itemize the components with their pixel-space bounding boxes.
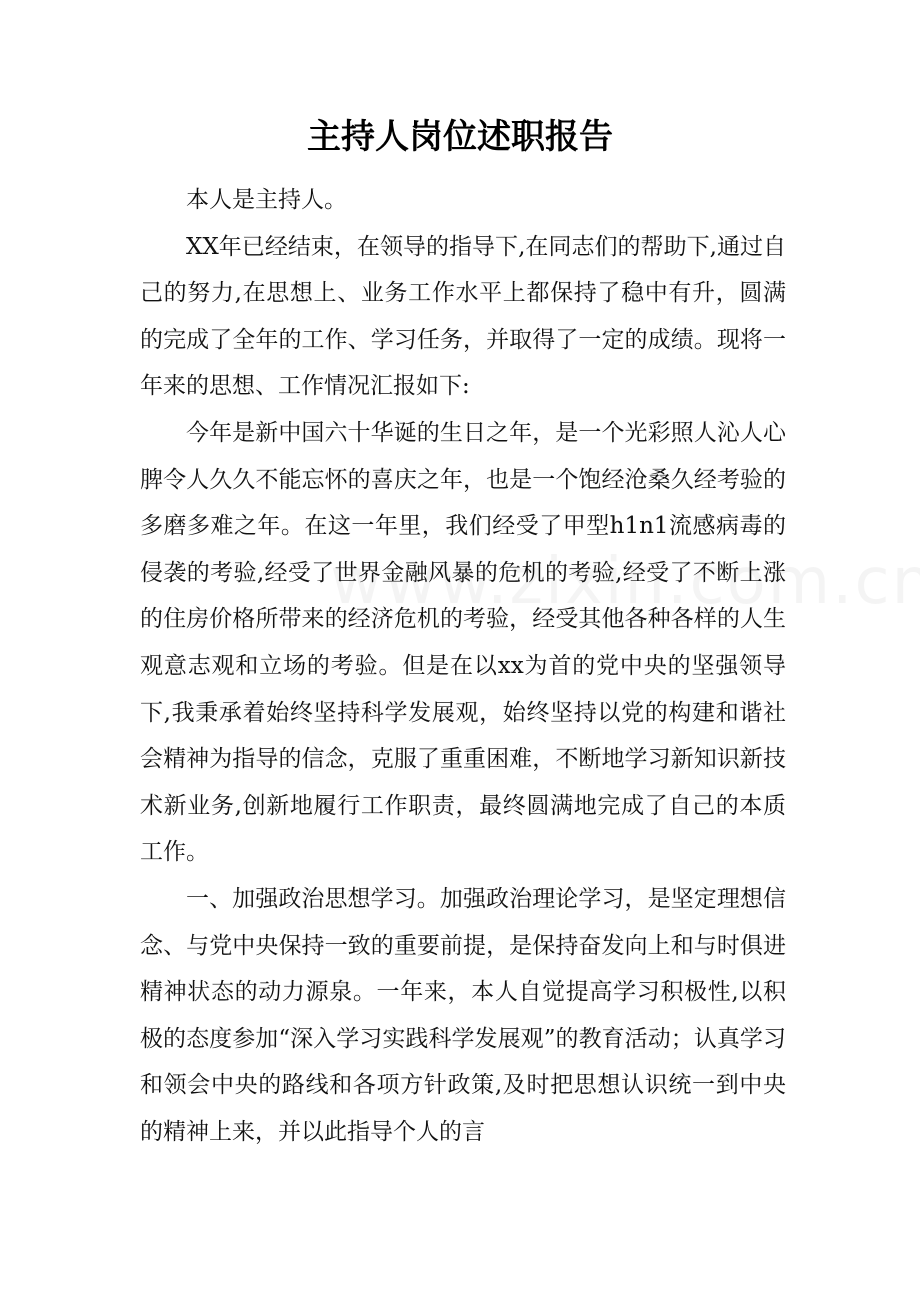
paragraph-summary: XX年已经结束，在领导的指导下,在同志们的帮助下,通过自己的努力,在思想上、业务工作水平上都保持了稳中有升，圆满的完成了全年的工作、学习任务，并取得了一定的成绩。现将一年来的思想、工作情况汇报如下:	[140, 233, 786, 400]
paragraph-political-study: 一、加强政治思想学习。加强政治理论学习，是坚定理想信念、与党中央保持一致的重要前提，是保持奋发向上和与时俱进精神状态的动力源泉。一年来，本人自觉提高学习积极性,以积极的态度参加“深入学习实践科学发展观”的教育活动；认真学习和领会中央的路线和各项方针政策,及时把思想认识统一到中央的精神上来，并以此指导个人的言	[140, 885, 786, 1145]
document-body	[140, 177, 786, 1155]
paragraph-year-review: 今年是新中国六十华诞的生日之年，是一个光彩照人沁人心脾令人久久不能忘怀的喜庆之年，也是一个饱经沧桑久经考验的多磨多难之年。在这一年里，我们经受了甲型h1n1流感病毒的侵袭的考验,经受了世界金融风暴的危机的考验,经受了不断上涨的住房价格所带来的经济危机的考验，经受其他各种各样的人生观意志观和立场的考验。但是在以xx为首的党中央的坚强领导下,我秉承着始终坚持科学发展观，始终坚持以党的构建和谐社会精神为指导的信念，克服了重重困难，不断地学习新知识新技术新业务,创新地履行工作职责，最终圆满地完成了自己的本质工作。	[140, 419, 786, 866]
paragraph-intro: 本人是主持人。	[186, 187, 347, 213]
document-title: 主持人岗位述职报告	[307, 117, 613, 157]
